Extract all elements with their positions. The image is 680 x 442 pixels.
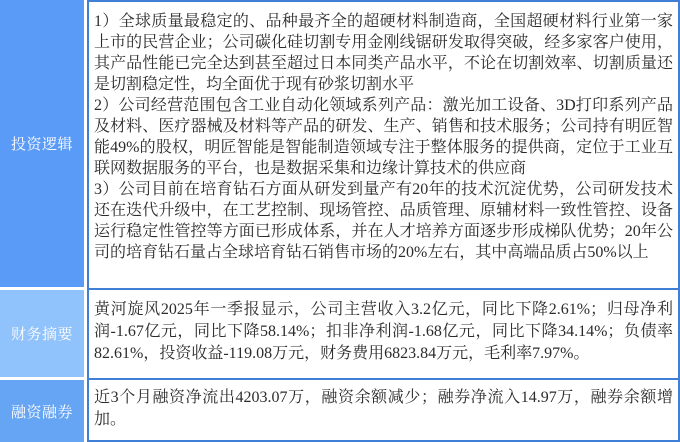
table-row [0,290,680,380]
investment-logic-paragraph-2: 2）公司经营范围包含工业自动化领域系列产品：激光加工设备、3D打印系列产品及材料、医疗器械及材料等产品的研发、生产、销售和技术服务；公司持有明匠智能49%的股权，明匠智能是智能制造领域专注于整体服务的提供商，定位于工业互联网数据服务的平台，也是数据采集和边缘计算技术的供应商 [94,97,673,177]
financial-summary-text: 黄河旋风2025年一季报显示，公司主营收入3.2亿元，同比下降2.61%；归母净利润-1.67亿元，同比下降58.14%；扣非净利润-1.68亿元，同比下降34.14%；负债率82.61%，投资收益-119.08万元，财务费用6823.84万元，毛利率7.97%。 [94,301,673,362]
row-content-financial-summary [87,288,680,380]
row-content-margin-trading [87,378,680,442]
row-label-margin-trading: 融资融券 [0,380,84,442]
row-content-investment-logic [87,0,680,290]
investment-logic-paragraph-3: 3）公司目前在培育钻石方面从研发到量产有20年的技术沉淀优势，公司研发技术还在迭代升级中，在工艺控制、现场管控、品质管理、原辅材料一致性管控、设备运行稳定性管控等方面已形成体系，并在人才培养方面逐步形成梯队优势；20年公司的培育钻石量占全球培育钻石销售市场的20%左右，其中高端品质占50%以上 [94,181,673,261]
investment-logic-paragraph-1: 1）全球质量最稳定的、品种最齐全的超硬材料制造商，全国超硬材料行业第一家上市的民营企业；公司碳化硅切割专用金刚线锯研发取得突破，经多家客户使用，其产品性能已完全达到甚至超过日本同类产品水平，不论在切割效率、切割质量还是切割稳定性，均全面优于现有砂浆切割水平 [94,13,673,93]
margin-trading-text: 近3个月融资净流出4203.07万，融资余额减少；融券净流入14.97万，融券余额增加。 [94,389,673,428]
table-row [0,380,680,442]
row-label-investment-logic: 投资逻辑 [0,0,84,287]
row-label-financial-summary: 财务摘要 [0,290,84,377]
